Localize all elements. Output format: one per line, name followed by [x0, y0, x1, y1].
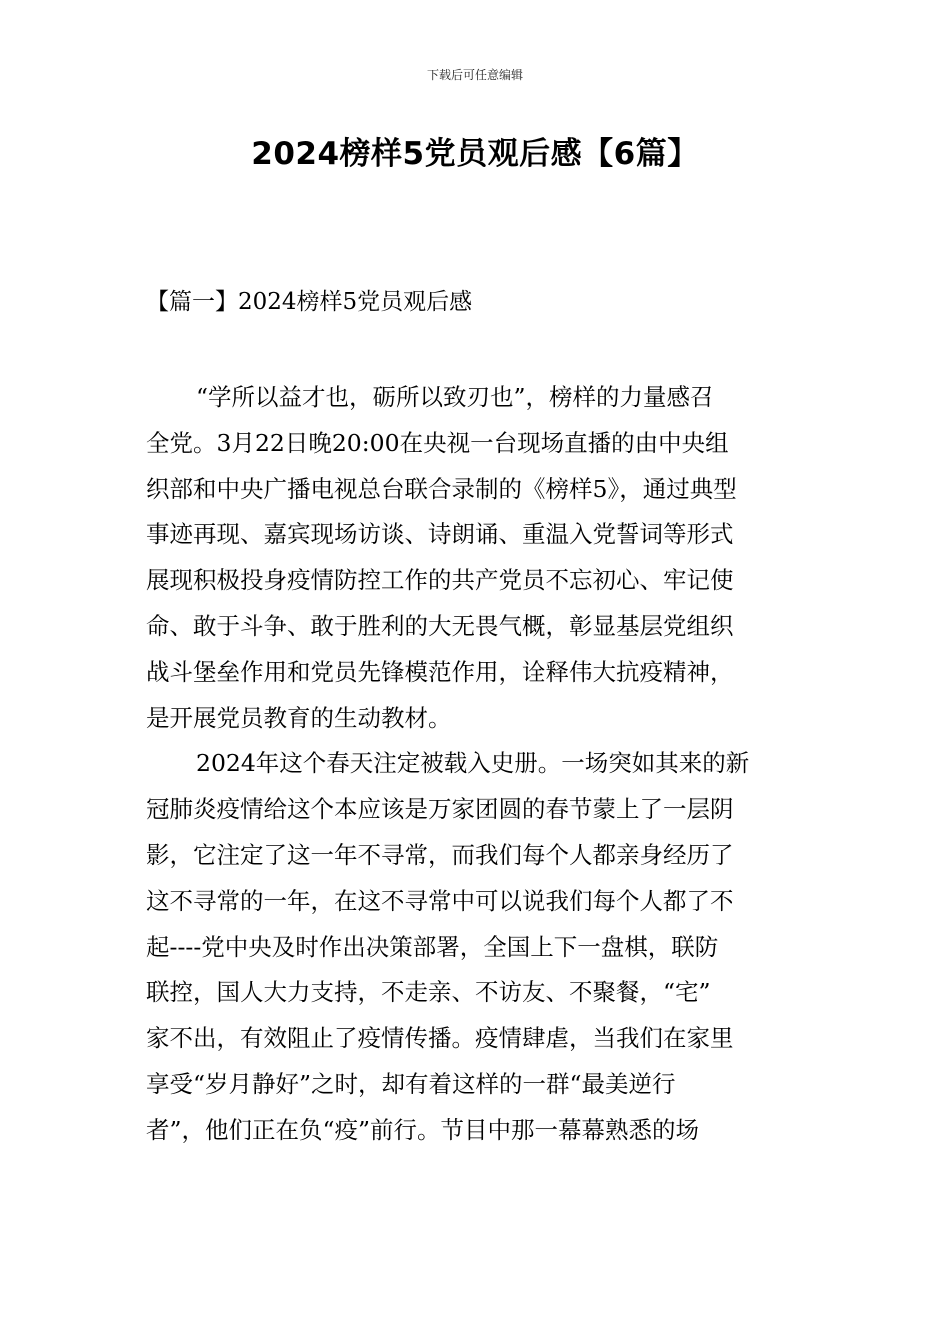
- paragraph-2-line-5: 起----党中央及时作出决策部署，全国上下一盘棋，联防: [146, 932, 719, 961]
- paragraph-2-line-3: 影，它注定了这一年不寻常，而我们每个人都亲身经历了: [146, 840, 734, 869]
- paragraph-1-line-6: 命、敢于斗争、敢于胜利的大无畏气概，彰显基层党组织: [146, 611, 734, 640]
- header-note: 下载后可任意编辑: [426, 68, 523, 82]
- paragraph-1-line-8: 是开展党员教育的生动教材。: [146, 703, 452, 732]
- paragraph-1-line-3: 织部和中央广播电视总台联合录制的《榜样5》，通过典型: [146, 474, 737, 503]
- paragraph-2-line-4: 这不寻常的一年，在这不寻常中可以说我们每个人都了不: [146, 886, 734, 915]
- paragraph-1-line-5: 展现积极投身疫情防控工作的共产党员不忘初心、牢记使: [146, 566, 734, 595]
- paragraph-1-line-1: “学所以益才也，砺所以致刃也”，榜样的力量感召: [196, 383, 714, 411]
- paragraph-2-line-2: 冠肺炎疫情给这个本应该是万家团圆的春节蒙上了一层阴: [146, 795, 734, 824]
- paragraph-1-line-2: 全党。3月22日晚20:00在央视一台现场直播的由中央组: [146, 428, 729, 457]
- paragraph-1-line-7: 战斗堡垒作用和党员先锋模范作用，诠释伟大抗疫精神，: [146, 657, 734, 686]
- paragraph-2-line-7: 家不出，有效阻止了疫情传播。疫情肆虐，当我们在家里: [146, 1024, 734, 1053]
- section-heading: 【篇一】2024榜样5党员观后感: [146, 289, 473, 315]
- document-title: 2024榜样5党员观后感【6篇】: [251, 136, 699, 172]
- paragraph-1-line-4: 事迹再现、嘉宾现场访谈、诗朗诵、重温入党誓词等形式: [146, 520, 734, 549]
- body-text: [146, 375, 808, 1154]
- paragraph-2-line-6: 联控，国人大力支持，不走亲、不访友、不聚餐，“宅”: [146, 978, 711, 1007]
- paragraph-2-line-1: 2024年这个春天注定被载入史册。一场突如其来的新: [196, 749, 750, 778]
- paragraph-2-line-9: 者”，他们正在负“疫”前行。节目中那一幕幕熟悉的场: [146, 1115, 700, 1144]
- paragraph-2-line-8: 享受“岁月静好”之时，却有着这样的一群“最美逆行: [146, 1069, 676, 1098]
